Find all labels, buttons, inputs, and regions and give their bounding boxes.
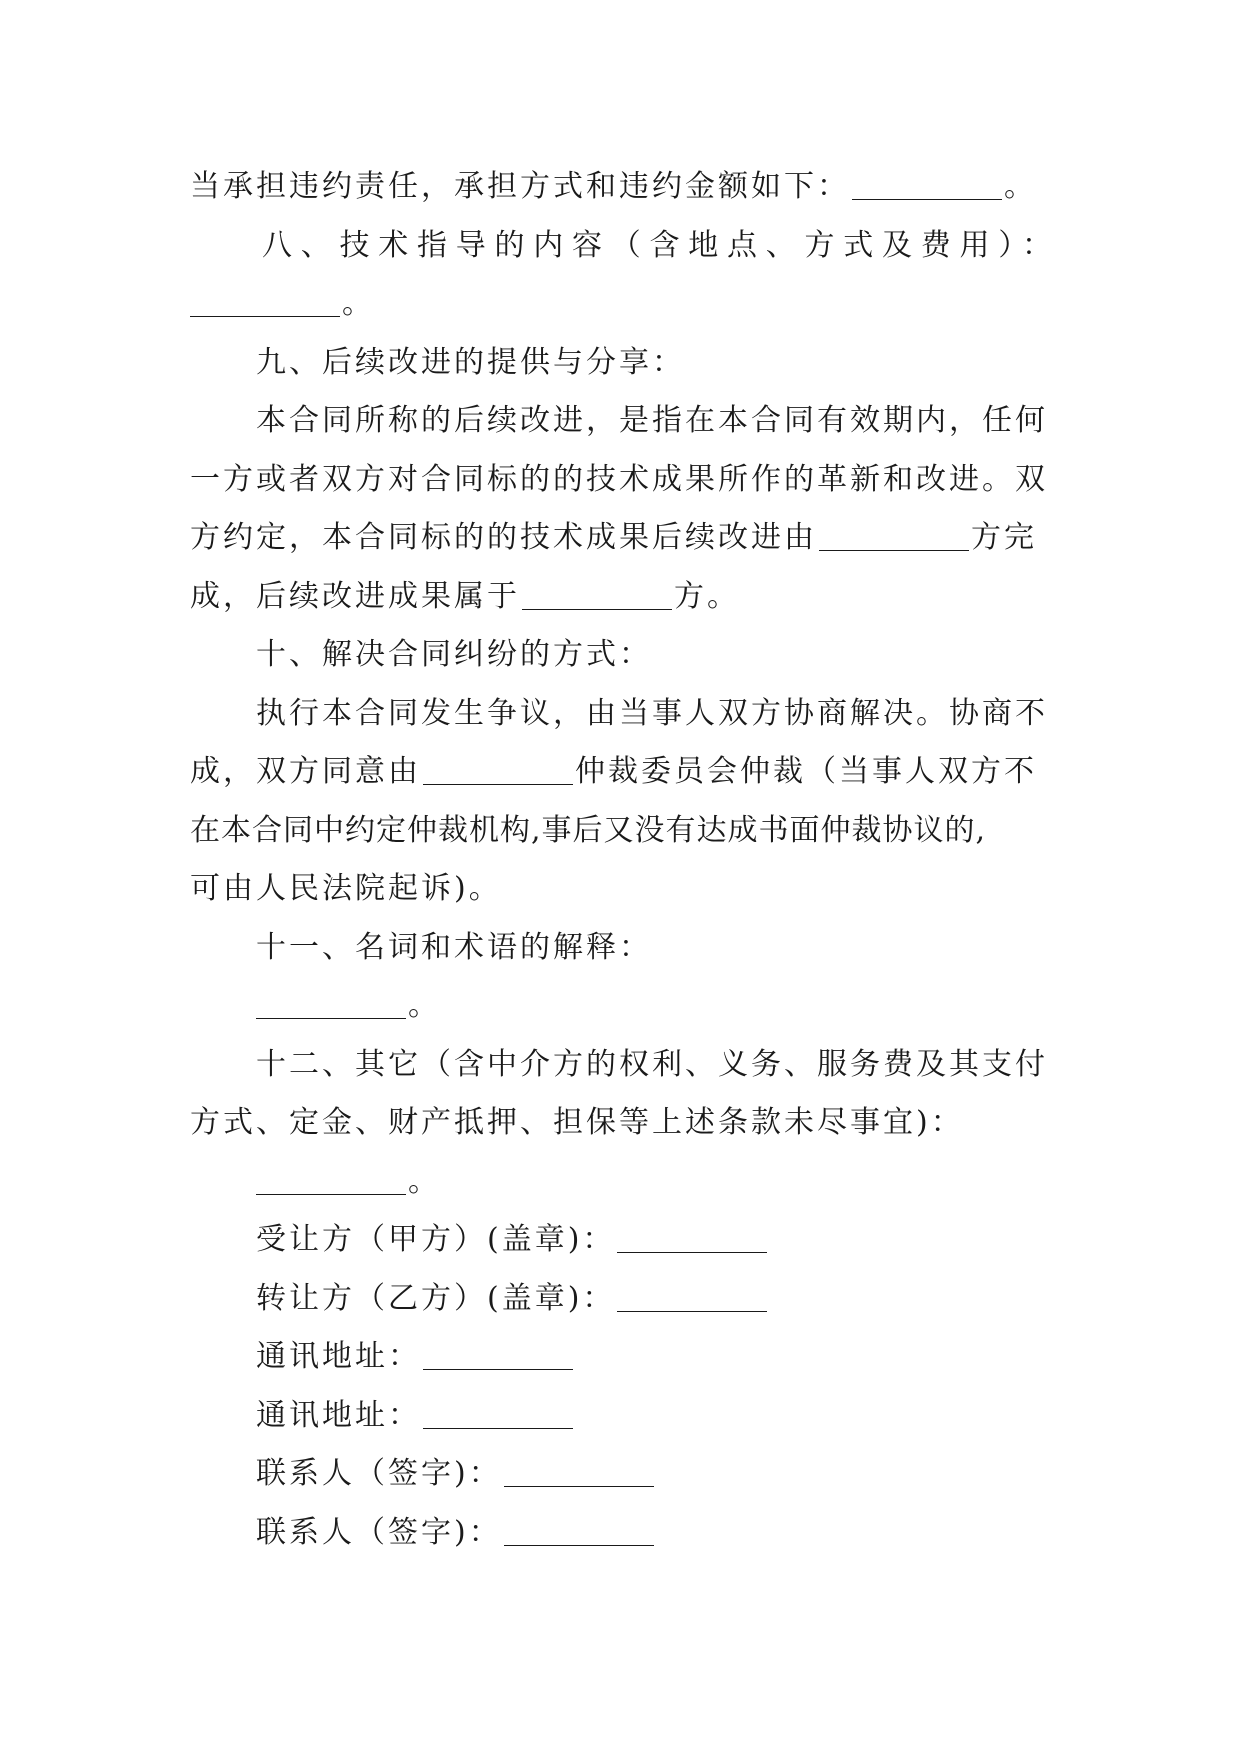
blank-field[interactable] <box>852 169 1002 200</box>
label: 通讯地址： <box>256 1339 421 1374</box>
text: 。 <box>408 1163 441 1199</box>
paragraph-line <box>190 1153 1055 1212</box>
paragraph-line <box>190 509 1055 568</box>
text: 仲裁委员会仲裁（当事人双方不 <box>575 754 1037 789</box>
section-heading-11 <box>190 919 1055 978</box>
text: 可由人民法院起诉)。 <box>190 871 502 906</box>
paragraph-line <box>190 568 1055 627</box>
paragraph-line <box>190 685 1055 744</box>
text: 九、后续改进的提供与分享： <box>256 344 685 380</box>
blank-field[interactable] <box>819 520 969 551</box>
text: 当承担违约责任，承担方式和违约金额如下： <box>190 169 850 204</box>
label: 受让方（甲方）(盖章)： <box>256 1222 616 1257</box>
text: 本合同所称的后续改进，是指在本合同有效期内，任何 <box>256 403 1048 438</box>
paragraph-line <box>190 392 1055 451</box>
blank-field[interactable] <box>190 286 340 317</box>
text: 一方或者双方对合同标的的技术成果所作的革新和改进。双 <box>190 461 1048 497</box>
text: 十一、名词和术语的解释： <box>256 929 652 965</box>
text: 。 <box>342 286 375 321</box>
section-heading-8 <box>190 217 1055 276</box>
text: 在本合同中约定仲裁机构,事后又没有达成书面仲裁协议的, <box>190 812 987 848</box>
text: 方约定，本合同标的的技术成果后续改进由 <box>190 520 817 555</box>
signature-party-b <box>190 1270 1055 1329</box>
text: 成，后续改进成果属于 <box>190 578 520 614</box>
address-party-b <box>190 1387 1055 1446</box>
label: 联系人（签字)： <box>256 1456 502 1491</box>
blank-field[interactable] <box>617 1222 767 1253</box>
label: 通讯地址： <box>256 1397 421 1433</box>
paragraph-line <box>190 158 1055 217</box>
text: 。 <box>1004 169 1037 204</box>
paragraph-line <box>190 802 1055 861</box>
paragraph-line <box>190 451 1055 510</box>
contact-party-b <box>190 1504 1055 1563</box>
text: 十二、其它（含中介方的权利、义务、服务费及其支付 <box>256 1046 1048 1082</box>
blank-field[interactable] <box>423 754 573 785</box>
signature-party-a <box>190 1211 1055 1270</box>
paragraph-line <box>190 275 1055 334</box>
paragraph-line <box>190 860 1055 919</box>
text: 执行本合同发生争议，由当事人双方协商解决。协商不 <box>256 695 1048 731</box>
contact-party-a <box>190 1445 1055 1504</box>
text: 方式、定金、财产抵押、担保等上述条款未尽事宜)： <box>190 1105 964 1140</box>
blank-field[interactable] <box>504 1456 654 1487</box>
blank-field[interactable] <box>617 1281 767 1312</box>
paragraph-line <box>190 1094 1055 1153</box>
label: 联系人（签字)： <box>256 1514 502 1550</box>
section-heading-12 <box>190 1036 1055 1095</box>
section-heading-10 <box>190 626 1055 685</box>
section-heading-9 <box>190 334 1055 393</box>
text: 。 <box>408 988 441 1023</box>
label: 转让方（乙方）(盖章)： <box>256 1280 616 1316</box>
paragraph-line <box>190 743 1055 802</box>
address-party-a <box>190 1328 1055 1387</box>
text: 成，双方同意由 <box>190 754 421 789</box>
blank-field[interactable] <box>504 1515 654 1546</box>
blank-field[interactable] <box>522 579 672 610</box>
text: 方完 <box>971 520 1037 555</box>
contract-body <box>190 158 1055 1562</box>
blank-field[interactable] <box>423 1398 573 1429</box>
paragraph-line <box>190 977 1055 1036</box>
text: 十、解决合同纠纷的方式： <box>256 637 652 672</box>
blank-field[interactable] <box>256 1164 406 1195</box>
blank-field[interactable] <box>423 1339 573 1370</box>
text: 方。 <box>674 578 740 614</box>
blank-field[interactable] <box>256 988 406 1019</box>
text: 八、技术指导的内容（含地点、方式及费用）： <box>262 227 1055 263</box>
